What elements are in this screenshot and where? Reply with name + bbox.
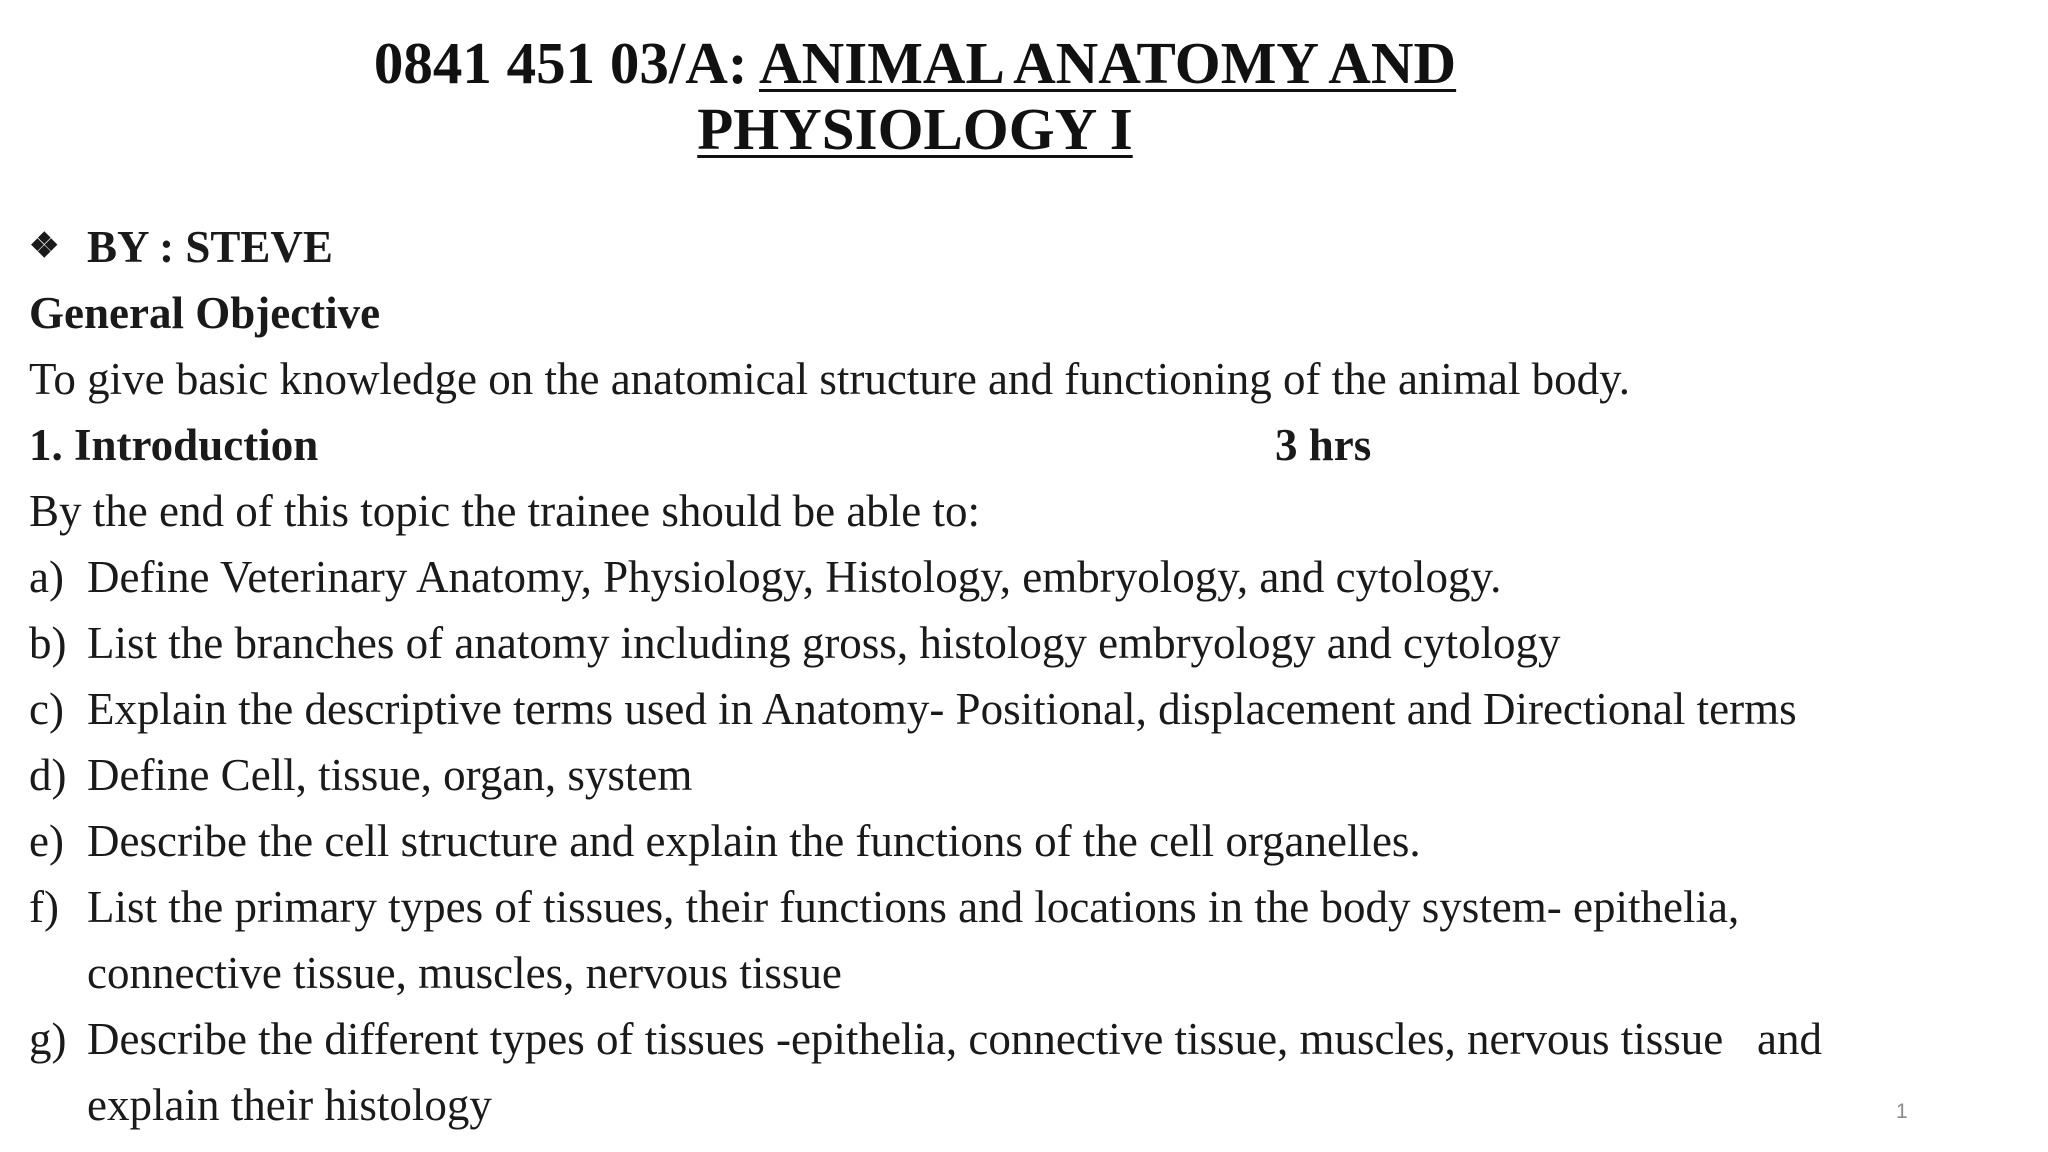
slide-title [0,30,1830,162]
title-line-1 [0,30,1830,96]
list-item-text: List the primary types of tissues, their functions and locations in the body system- epithelia, connective tissue, muscles, nervous tissue [87,882,1740,998]
topic-heading-row [29,412,2019,478]
list-item [29,808,2019,874]
general-objective-heading: General Objective [29,288,381,338]
general-objective-text: To give basic knowledge on the anatomical structure and functioning of the animal body. [29,354,1630,404]
list-item [29,610,2019,676]
list-marker: e) [29,816,64,866]
list-item [29,544,2019,610]
topic-lead: By the end of this topic the trainee should be able to: [29,486,981,536]
list-item-text: Describe the different types of tissues -epithelia, connective tissue, muscles, nervous tissue and explain their histology [87,1014,1834,1130]
list-item [29,1006,2019,1138]
page-number: 1 [1896,1100,1908,1123]
list-item-text: Define Cell, tissue, organ, system [87,750,693,800]
slide-body [29,214,2019,1138]
list-marker: c) [29,684,64,734]
list-item-text: Explain the descriptive terms used in Anatomy- Positional, displacement and Directional terms [87,684,1797,734]
list-marker: g) [29,1014,67,1064]
author-line [29,214,2019,280]
list-marker: b) [29,618,67,668]
diamond-four-icon: ❖ [29,228,60,265]
list-marker: f) [29,882,59,932]
list-item-text: Define Veterinary Anatomy, Physiology, Histology, embryology, and cytology. [87,552,1502,602]
author-text: BY : STEVE [87,222,333,272]
course-code: 0841 451 03/A: [373,30,760,96]
course-name-part-1: ANIMAL ANATOMY AND [759,30,1457,96]
list-marker: d) [29,750,67,800]
course-name-part-2: PHYSIOLOGY I [697,96,1133,162]
topic-heading: 1. Introduction [29,420,319,470]
topic-duration: 3 hrs [1275,420,1372,470]
list-item-text: Describe the cell structure and explain the functions of the cell organelles. [87,816,1421,866]
list-item [29,676,2019,742]
title-line-2 [0,96,1830,162]
list-marker: a) [29,552,64,602]
list-item [29,742,2019,808]
list-item-text: List the branches of anatomy including gross, histology embryology and cytology [87,618,1561,668]
list-item [29,874,2019,1006]
